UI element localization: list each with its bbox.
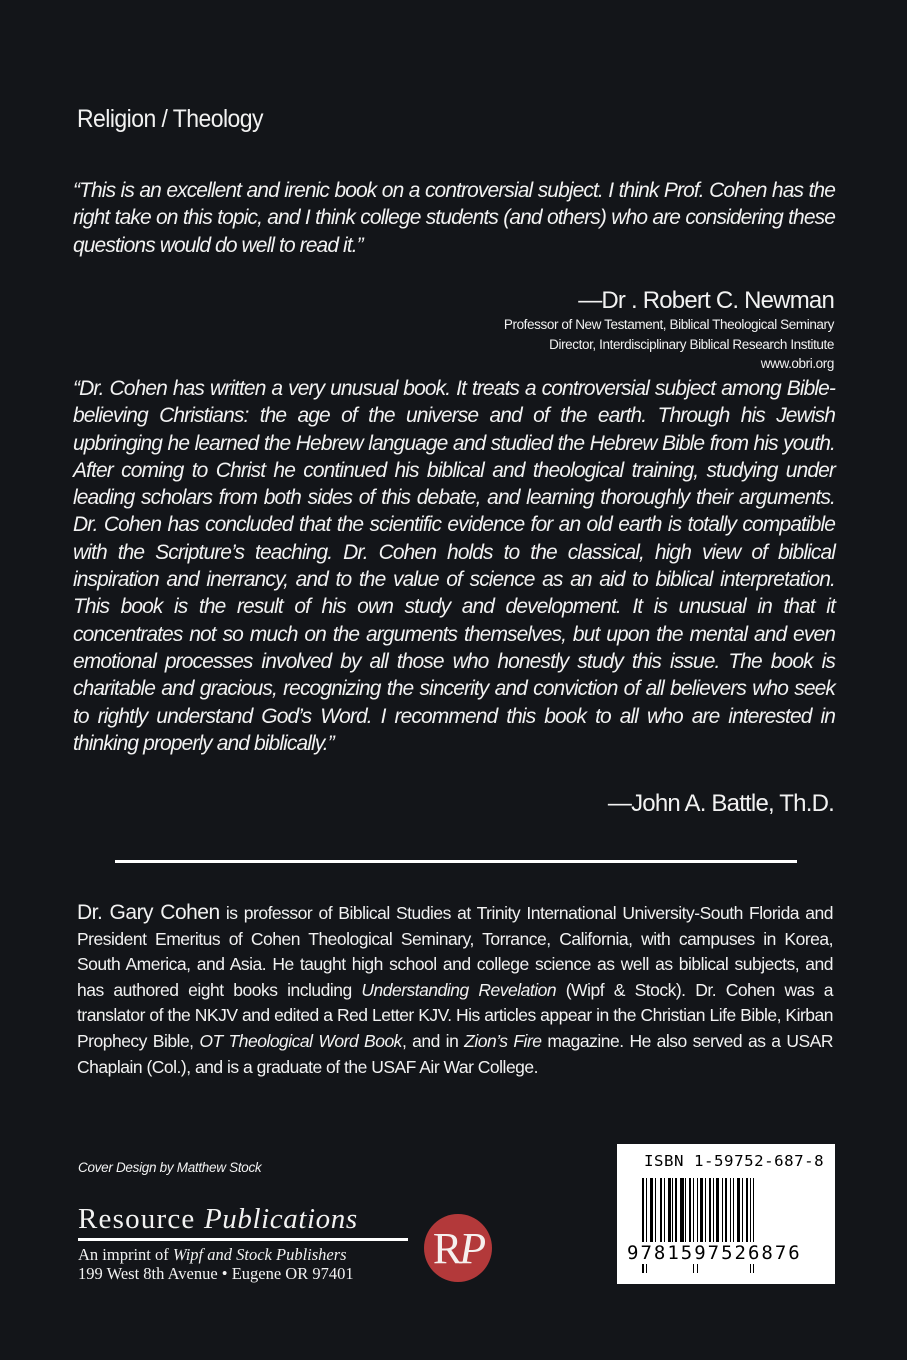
author-name: Dr. Gary Cohen — [77, 901, 220, 924]
book-title: OT Theological Word Book — [199, 1030, 402, 1051]
endorser-name: —Dr . Robert C. Newman — [578, 287, 834, 314]
section-divider — [115, 860, 797, 863]
publisher-imprint: An imprint of Wipf and Stock Publishers — [78, 1245, 347, 1264]
publisher-address: 199 West 8th Avenue • Eugene OR 97401 — [78, 1264, 354, 1283]
endorser-title-1: Professor of New Testament, Biblical Theological Seminary — [503, 317, 834, 332]
isbn-barcode — [617, 1144, 835, 1284]
endorser-name: —John A. Battle, Th.D. — [607, 790, 834, 817]
endorsement-attribution-1 — [504, 287, 834, 374]
book-title: Understanding Revelation — [361, 979, 557, 1000]
isbn10-label: ISBN 1-59752-687-8 — [644, 1152, 825, 1170]
endorsement-quote-2: “Dr. Cohen has written a very unusual book. It treats a controversial subject among Bible-believing Christians: the age of the universe and of the earth. Through his Jewish upbringing he learned the Hebrew language and studied the Hebrew Bible from his youth. After coming to Christ he continued his biblical and theological training, studying under leading scholars from both sides of this debate, and learning thoroughly their arguments. Dr. Cohen has concluded that the scientific evidence for an old earth is totally compatible with the Scripture’s teaching. Dr. Cohen holds to the classical, high view of biblical inspiration and inerrancy, and to the value of science as an aid to biblical interpretation. This book is the result of his own study and development. It is unusual in that it concentrates not so much on the arguments themselves, but upon the mental and even emotional processes involved by all those who honestly study this issue. The book is charitable and gracious, recognizing the sincerity and conviction of all believers who seek to rightly understand God’s Word. I recommend this book to all who are interested in thinking properly and biblically.” — [73, 377, 835, 755]
endorsement-attribution-2 — [608, 790, 834, 818]
endorser-website: www.obri.org — [760, 356, 834, 371]
isbn13-digits: 9781597526876 — [627, 1242, 802, 1264]
endorsement-quote-1: “This is an excellent and irenic book on a controversial subject. I think Prof. Cohen has the right take on this topic, and I think college students (and others) who are considering these questions would do well to read it.” — [73, 179, 835, 257]
publisher-block — [78, 1202, 410, 1283]
endorser-title-2: Director, Interdisciplinary Biblical Research Institute — [549, 336, 834, 352]
cover-design-credit: Cover Design by Matthew Stock — [78, 1160, 262, 1175]
publisher-name: Resource Publications — [78, 1203, 358, 1235]
category-label: Religion / Theology — [77, 105, 263, 133]
publisher-rule — [78, 1238, 408, 1241]
magazine-title: Zion’s Fire — [464, 1030, 542, 1051]
author-bio: Dr. Gary Cohen is professor of Biblical Studies at Trinity International University-South Florida and President Emeritus of Cohen Theological Seminary, Torrance, California, with campuses in Korea, South America, and Asia. He taught high school and college science as well as biblical subjects, and has authored eight books including Understanding Revelation (Wipf & Stock). Dr. Cohen was a translator of the NKJV and edited a Red Letter KJV. His articles appear in the Christian Life Bible, Kirban Prophecy Bible, OT Theological Word Book, and in Zion’s Fire magazine. He also served as a USAR Chaplain (Col.), and is a graduate of the USAF Air War College. — [77, 901, 833, 1077]
rp-logo-icon: R P — [424, 1214, 492, 1282]
